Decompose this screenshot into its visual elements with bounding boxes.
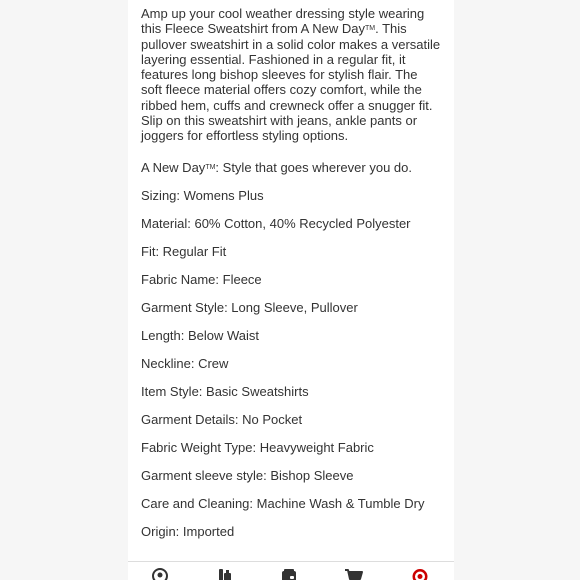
tagline-text: : Style that goes wherever you do. [215, 159, 412, 175]
spec-neckline: Neckline: Crew [141, 355, 229, 371]
bottom-tab-bar [128, 561, 454, 580]
tab-categories[interactable] [214, 568, 236, 580]
location-pin-icon [151, 568, 169, 580]
spec-length: Length: Below Waist [141, 327, 260, 343]
description-intro: Amp up your cool weather dressing style wearing this Fleece Sweatshirt from A New Day [141, 6, 425, 37]
spec-sleeve-style: Garment sleeve style: Bishop Sleeve [141, 467, 354, 483]
tab-target-circle[interactable] [409, 568, 431, 580]
tab-stores[interactable] [149, 568, 171, 580]
wallet-icon [280, 568, 298, 580]
product-details-content [141, 6, 441, 539]
cart-icon [344, 568, 364, 580]
tagline-brand: A New Day [141, 159, 206, 175]
spec-sizing: Sizing: Womens Plus [141, 187, 264, 203]
spec-item-style: Item Style: Basic Sweatshirts [141, 383, 309, 399]
trademark-mark: TM [364, 25, 376, 33]
spec-origin: Origin: Imported [141, 523, 235, 539]
categories-icon [216, 568, 234, 580]
product-details-panel [128, 0, 454, 580]
trademark-mark: TM [205, 163, 216, 171]
tab-cart[interactable] [343, 568, 365, 580]
target-logo-icon [411, 568, 429, 580]
page-margin-left [0, 0, 128, 580]
brand-tagline [141, 160, 441, 175]
spec-fabric-weight: Fabric Weight Type: Heavyweight Fabric [141, 439, 374, 455]
description-body: . This pullover sweatshirt in a solid color makes a versatile layering essential. Fashioned in a regular fit, it features long bishop sleeves for stylish flair. The soft fleece material offers cozy comfort, while the ribbed hem, cuffs and crewneck offer a snugger fit. Slip on this sweatshirt with jeans, ankle pants or joggers for effortless styling options. [141, 21, 441, 144]
spec-list [141, 188, 441, 539]
tab-wallet[interactable] [278, 568, 300, 580]
spec-fit: Fit: Regular Fit [141, 243, 227, 259]
spec-garment-details: Garment Details: No Pocket [141, 411, 303, 427]
product-description [141, 6, 441, 144]
spec-fabric-name: Fabric Name: Fleece [141, 271, 262, 287]
spec-care: Care and Cleaning: Machine Wash & Tumble Dry [141, 495, 425, 511]
spec-material: Material: 60% Cotton, 40% Recycled Polyester [141, 215, 411, 231]
page-margin-right [454, 0, 580, 580]
spec-garment-style: Garment Style: Long Sleeve, Pullover [141, 299, 358, 315]
